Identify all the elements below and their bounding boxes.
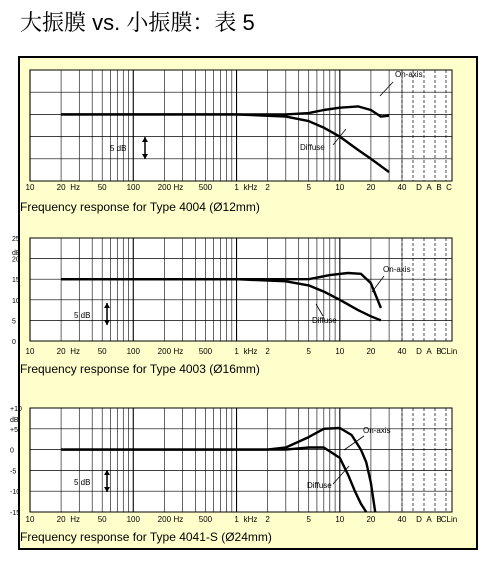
series-label: Diffuse [307,481,332,490]
chart-caption: Frequency response for Type 4003 (Ø16mm) [20,362,260,376]
x-tick-label: 1 [234,183,239,192]
y-tick-label: 5 [12,318,16,326]
weighting-label: D [416,515,422,524]
y-tick-label: -5 [10,468,17,476]
x-tick-label: 10 [335,347,345,356]
y-tick-label: +10 [10,406,22,413]
x-tick-label: 50 [97,347,107,356]
x-tick-label: 500 [198,347,213,356]
x-tick-label: 10 [25,183,35,192]
x-tick-label: 40 [397,183,407,192]
x-tick-label: 100 [126,347,140,356]
y-tick-label: -10 [10,489,21,497]
x-tick-label: Hz [173,183,184,192]
x-tick-label: 1 [234,515,239,524]
x-tick-label: kHz [243,347,258,356]
x-tick-label: 2 [265,515,270,524]
y-axis-label: dB [10,417,19,424]
y-tick-label: 25 [12,236,20,243]
plot-area [30,408,452,512]
weighting-label: CLin [440,347,458,356]
y-tick-label: +5 [10,426,18,434]
series-label: On-axis [395,70,423,79]
x-tick-label: kHz [243,183,258,192]
x-tick-label: 20 [56,347,66,356]
x-tick-label: 10 [335,183,345,192]
x-tick-label: 200 [157,347,172,356]
x-tick-label: 100 [126,183,140,192]
x-tick-label: 500 [198,183,213,192]
x-tick-label: 50 [97,183,107,192]
x-tick-label: 1 [234,347,239,356]
series-label: On-axis [383,265,411,274]
x-tick-label: 100 [126,515,140,524]
x-tick-label: 200 [157,183,172,192]
weighting-label: B [436,183,442,192]
scale-bar-label: 5 dB [110,144,127,153]
x-tick-label: 20 [366,515,376,524]
x-tick-label: 40 [397,347,407,356]
x-tick-label: Hz [70,515,80,524]
weighting-label: CLin [440,515,458,524]
x-tick-label: 20 [56,515,66,524]
x-tick-label: 50 [97,515,107,524]
x-tick-label: 10 [335,515,345,524]
x-tick-label: 40 [397,515,407,524]
weighting-label: A [426,515,432,524]
weighting-label: D [416,347,422,356]
x-tick-label: 5 [306,347,311,356]
x-tick-label: Hz [173,347,184,356]
series-label: Diffuse [300,143,325,152]
x-tick-label: Hz [70,347,80,356]
y-axis-label: dB [12,250,21,257]
y-tick-label: 10 [12,297,20,305]
x-tick-label: 2 [265,347,270,356]
weighting-label: B [436,347,442,356]
weighting-label: A [426,183,432,192]
scale-bar-label: 5 dB [74,311,91,320]
page-title: 大振膜 vs. 小振膜：表 5 [20,10,255,35]
weighting-label: D [416,183,422,192]
y-tick-label: 0 [12,339,16,346]
x-tick-label: 10 [25,515,35,524]
x-tick-label: kHz [243,515,258,524]
chart-caption: Frequency response for Type 4004 (Ø12mm) [20,200,260,214]
x-tick-label: 20 [56,183,66,192]
x-tick-label: 500 [198,515,213,524]
chart-caption: Frequency response for Type 4041-S (Ø24mm) [20,530,272,544]
x-tick-label: 5 [306,183,311,192]
x-tick-label: Hz [70,183,80,192]
y-tick-label: 20 [12,256,20,264]
series-label: On-axis [363,426,391,435]
y-tick-label: 15 [12,277,20,285]
scale-bar-label: 5 dB [74,478,91,487]
weighting-label: C [446,183,452,192]
weighting-label: A [426,347,432,356]
y-tick-label: -15 [10,510,21,517]
x-tick-label: 5 [306,515,311,524]
x-tick-label: 2 [265,183,270,192]
y-tick-label: 0 [10,447,14,455]
x-tick-label: Hz [173,515,184,524]
x-tick-label: 10 [25,347,35,356]
x-tick-label: 200 [157,515,172,524]
weighting-label: B [436,515,442,524]
x-tick-label: 20 [366,183,376,192]
series-label: Diffuse [312,316,337,325]
plot-area [30,238,452,341]
x-tick-label: 20 [366,347,376,356]
